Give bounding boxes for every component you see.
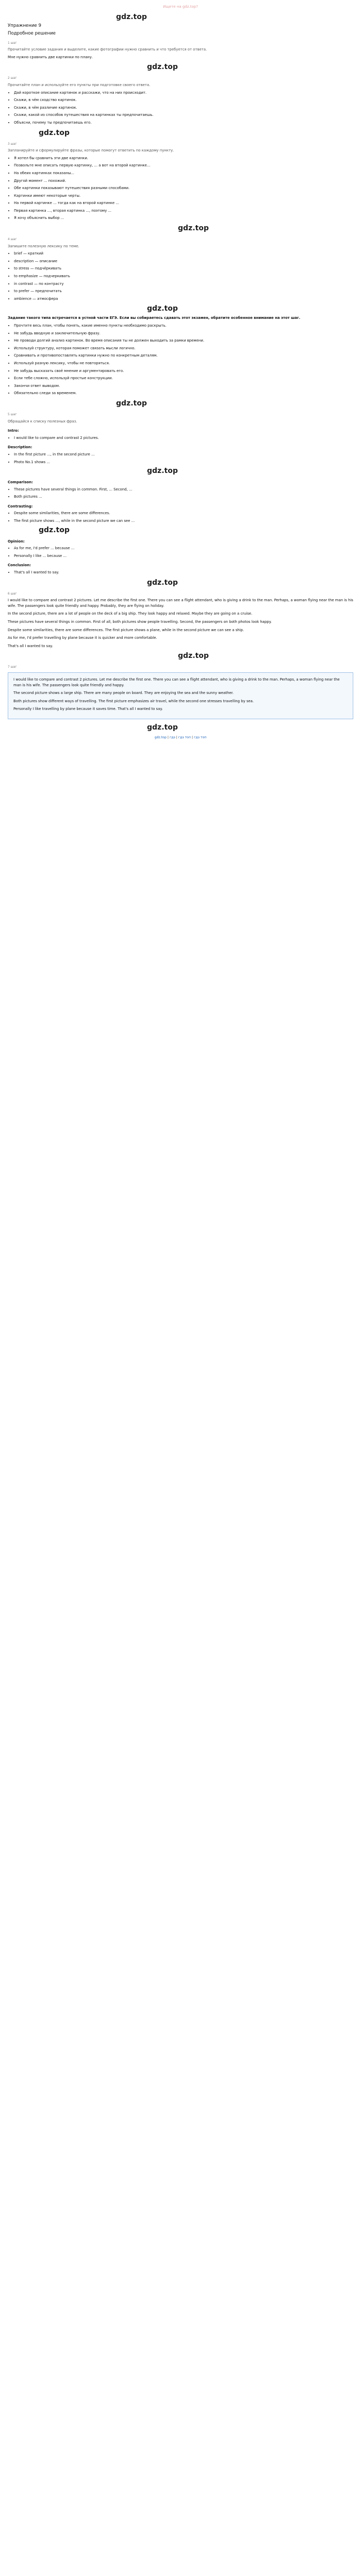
answer-paragraph: Both pictures show different ways of travelling. The first picture emphasizes air travel, while the second one stresses travelling by sea.	[13, 699, 254, 703]
answer-paragraph: I would like to compare and contrast 2 pictures. Let me describe the first one. There you can see a flight attendant, who is giving a drink to the man. Perhaps, a woman flying near the man is his wife. The passengers look quite friendly and happy.	[13, 677, 340, 687]
step-block	[8, 76, 353, 125]
list-item: • brief — краткий	[14, 251, 353, 257]
list-item: • Если тебе сложно, используй простые конструкции.	[14, 376, 353, 381]
list-item: • I would like to compare and contrast 2 pictures.	[14, 435, 353, 441]
essay-paragraph: In the second picture, there are a lot of people on the deck of a big ship. They look happy and relaxed. Maybe they are going on a cruise.	[8, 612, 253, 616]
step-hint: Запланируйте и сформулируйте фразы, которые помогут ответить по каждому пункту.	[8, 148, 174, 153]
watermark: gdz.top	[39, 128, 70, 137]
list-item: • Другой момент ... похожий.	[14, 178, 353, 184]
step-label: 1 шаг	[8, 41, 17, 45]
list-item: • Дай короткое описание картинок и расскажи, что на них происходит.	[14, 90, 353, 96]
list-item: • The first picture shows ..., while in the second picture we can see ...	[14, 518, 353, 524]
conclusion-list	[8, 570, 353, 575]
step-label: 2 шаг	[8, 77, 17, 80]
description-list	[8, 452, 353, 465]
list-item: • Не забудь высказать своё мнение и аргументировать его.	[14, 368, 353, 374]
list-item: • Я хотел бы сравнить эти две картинки.	[14, 156, 353, 161]
list-item: • Первая картинка ..., вторая картинка ..., поэтому ...	[14, 208, 353, 214]
list-item: • Картинки имеют некоторые черты.	[14, 193, 353, 199]
plan-list	[8, 90, 353, 126]
opinion-list	[8, 546, 353, 558]
list-item: • to prefer — предпочитать	[14, 289, 353, 294]
footer-link[interactable]: гдз	[169, 735, 175, 739]
step-label: 5 шаг	[8, 413, 17, 416]
step-label: 6 шаг	[8, 592, 17, 596]
watermark: gdz.top	[147, 723, 178, 732]
page	[0, 0, 361, 748]
list-item: • These pictures have several things in common. First, ... Second, ...	[14, 487, 353, 493]
answer-box	[8, 672, 353, 719]
tips-block	[8, 315, 353, 396]
essay-paragraph: These pictures have several things in common. First of all, both pictures show people travelling. Second, the passengers on both photos look happy.	[8, 620, 272, 624]
step-hint: Прочитайте условие задания и выделите, какие фотографии нужно сравнить и что требуется от ответа.	[8, 47, 207, 52]
opinion-label: Opinion:	[8, 539, 25, 544]
list-item: • In the first picture ..., in the second picture ...	[14, 452, 353, 457]
list-item: • Personally I like ... because ...	[14, 553, 353, 559]
answer-paragraph: Personally I like travelling by plane because it saves time. That's all I wanted to say.	[13, 707, 163, 711]
list-item: • На первой картинке ... тогда как на второй картинке ...	[14, 200, 353, 206]
step-label: 7 шаг	[8, 666, 17, 669]
list-item: • Скажи, какой из способов путешествия на картинках ты предпочитаешь.	[14, 112, 353, 118]
list-item: • Скажи, в чём различие картинок.	[14, 105, 353, 111]
watermark: gdz.top	[147, 304, 178, 313]
comparison-label: Comparison:	[8, 480, 33, 485]
footer-link[interactable]: гдз топ	[194, 735, 207, 739]
page-title: Упражнение 9	[8, 23, 41, 28]
conclusion-label: Conclusion:	[8, 563, 31, 568]
list-item: • Прочтите весь план, чтобы понять, какие именно пункты необходимо раскрыть.	[14, 323, 353, 329]
list-item: • Позвольте мне описать первую картинку, ... а вот на второй картинке...	[14, 163, 353, 168]
top-note: Ищете на gdz.top?	[163, 5, 198, 9]
list-item: • Photo No.1 shows ...	[14, 460, 353, 465]
list-item: • description — описание	[14, 259, 353, 264]
step-hint: Прочитайте план и используйте его пункты при подготовке своего ответа.	[8, 82, 151, 87]
footer: gdz.top | гдз | гдз топ | гдз топ	[154, 735, 207, 739]
answer-paragraph: The second picture shows a large ship. There are many people on board. They are enjoying the sea and the sunny weather.	[13, 691, 234, 696]
step-label: 3 шаг	[8, 142, 17, 146]
step-label: 4 шаг	[8, 238, 17, 242]
phrases-block	[8, 412, 353, 575]
step-block	[8, 41, 353, 60]
essay-paragraph: I would like to compare and contrast 2 pictures. Let me describe the first one. There you can see a flight attendant, who is giving a drink to the man. Perhaps, a woman flying near the man is his wife. The passengers look quite friendly and happy. Probably, they are flying on holiday.	[8, 598, 353, 608]
watermark: gdz.top	[116, 399, 147, 408]
essay-paragraph: Despite some similarities, there are some differences. The first picture shows a plane, while in the second picture we can see a ship.	[8, 628, 244, 632]
list-item: • Не забудь вводную и заключительную фразу.	[14, 331, 353, 336]
step-hint: Обращайся к списку полезных фраз.	[8, 419, 77, 423]
vocab-list	[8, 251, 353, 301]
list-item: • Используй разную лексику, чтобы не повторяться.	[14, 361, 353, 366]
list-item: • That's all I wanted to say.	[14, 570, 353, 575]
list-item: • ambience — атмосфера	[14, 296, 353, 302]
list-item: • Объясни, почему ты предпочитаешь его.	[14, 120, 353, 126]
watermark: gdz.top	[178, 652, 209, 660]
list-item: • to emphasize — подчеркивать	[14, 274, 353, 279]
essay-paragraph: That's all I wanted to say.	[8, 643, 53, 648]
tips-list	[8, 323, 353, 396]
list-item: • Используй структуру, которая поможет связать мысли логично.	[14, 346, 353, 351]
list-item: • Я хочу объяснить выбор ...	[14, 215, 353, 221]
list-item: • As for me, I'd prefer ... because ...	[14, 546, 353, 551]
page-subtitle: Подробное решение	[8, 30, 56, 36]
description-label: Description:	[8, 445, 32, 450]
contrasting-label: Contrasting:	[8, 504, 33, 509]
footer-link[interactable]: гдз топ	[178, 735, 191, 739]
list-item: • Скажи, в чём сходство картинок.	[14, 97, 353, 103]
list-item: • Despite some similarities, there are some differences.	[14, 511, 353, 516]
list-item: • Закончи ответ выводом.	[14, 383, 353, 389]
list-item: • Обе картинки показывают путешествия разными способами.	[14, 185, 353, 191]
list-item: • Сравнивать и противопоставлять картинки нужно по конкретным деталям.	[14, 353, 353, 359]
tips-title: Задание такого типа встречается в устной части ЕГЭ. Если вы собираетесь сдавать этот экзамен, обратите особенное внимание на этот шаг.	[8, 316, 301, 320]
watermark: gdz.top	[147, 578, 178, 587]
list-item: • Both pictures ...	[14, 494, 353, 500]
watermark: gdz.top	[147, 63, 178, 72]
list-item: • Не проводи долгий анализ картинок. Во время описания ты не должен выходить за рамки времени.	[14, 338, 353, 344]
step-block	[8, 142, 353, 222]
list-item: • Обязательно следи за временем.	[14, 391, 353, 396]
step-text: Мне нужно сравнить две картинки по плану.	[8, 55, 93, 59]
essay-block	[8, 591, 353, 649]
contrasting-list	[8, 511, 353, 523]
intro-label: Intro:	[8, 429, 19, 433]
watermark: gdz.top	[147, 467, 178, 476]
step-hint: Запишите полезную лексику по теме.	[8, 244, 79, 248]
footer-prefix: gdz.top	[154, 735, 167, 739]
list-item: • to stress — подчёркивать	[14, 266, 353, 272]
intro-list	[8, 435, 353, 441]
list-item: • На обеих картинках показаны...	[14, 171, 353, 176]
watermark: gdz.top	[178, 224, 209, 233]
essay-paragraph: As for me, I'd prefer travelling by plane because it is quicker and more comfortable.	[8, 636, 157, 640]
watermark: gdz.top	[116, 12, 147, 21]
phrase-list	[8, 156, 353, 221]
comparison-list	[8, 487, 353, 500]
list-item: • in contrast — по контрасту	[14, 281, 353, 287]
step-block	[8, 237, 353, 301]
watermark: gdz.top	[39, 526, 70, 534]
